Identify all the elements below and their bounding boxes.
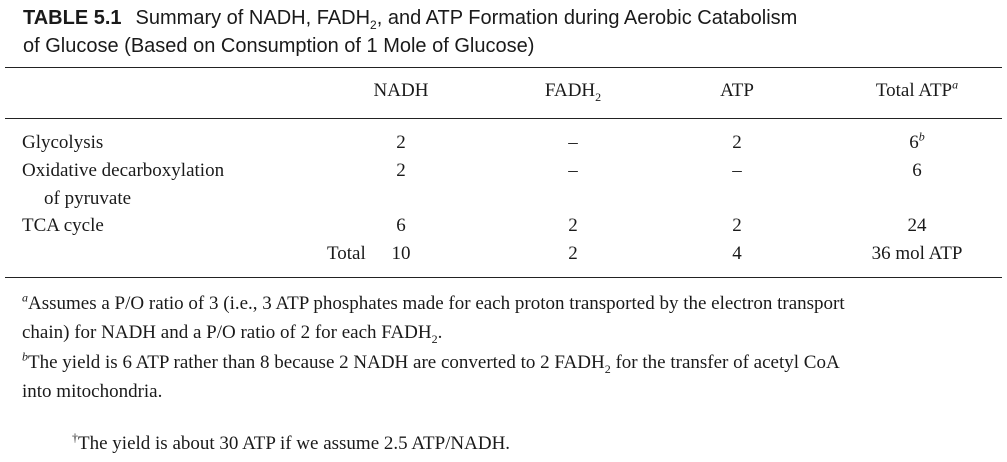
caption-line-1 (23, 4, 983, 32)
footnote-dagger-marker: † (72, 430, 78, 445)
row-label: Glycolysis (22, 132, 104, 153)
footnote-b-line1-pre: The yield is 6 ATP rather than 8 because 2 NADH are converted to 2 FADH (28, 352, 605, 373)
footnote-a-line2-pre: chain) for NADH and a P/O ratio of 2 for each FADH (22, 322, 432, 343)
cell-fadh: – (568, 160, 578, 181)
footnote-b-line1-post: for the transfer of acetyl CoA (610, 352, 840, 373)
footnote-a (22, 289, 997, 347)
total-nadh: 10 (391, 243, 411, 264)
total-atp: 4 (732, 243, 742, 264)
cell-total-value: 6 (909, 132, 919, 153)
footnote-a-line-1 (22, 289, 997, 318)
caption-title-pre: Summary of NADH, FADH (135, 7, 371, 29)
footnote-b-line-1 (22, 348, 997, 377)
footnote-a-marker: a (22, 290, 28, 305)
cell-total: 24 (907, 215, 927, 236)
cell-atp: 2 (732, 132, 742, 153)
cell-atp: 2 (732, 215, 742, 236)
total-label: Total (327, 243, 366, 264)
total-total-atp: 36 mol ATP (871, 243, 963, 264)
table-label: TABLE 5.1 (23, 7, 122, 29)
footnote-a-line2-sub: 2 (431, 331, 438, 346)
header-fadh-base: FADH (544, 80, 596, 101)
header-fadh-sub: 2 (595, 89, 602, 104)
header-nadh: NADH (373, 80, 429, 101)
header-total-atp-text: Total ATP (875, 80, 953, 101)
cell-nadh: 6 (396, 215, 406, 236)
bottom-rule (5, 277, 1002, 278)
cell-fadh: – (568, 132, 578, 153)
cell-total: 6 (912, 160, 922, 181)
cell-total (909, 129, 925, 154)
footnote-b (22, 348, 997, 406)
cell-nadh: 2 (396, 132, 406, 153)
caption-title-post: , and ATP Formation during Aerobic Catabolism (376, 7, 798, 29)
footnote-a-line-2 (22, 318, 997, 347)
footnote-b-line1-sub: 2 (604, 361, 611, 376)
footnote-a-line2-post: . (437, 322, 443, 343)
header-rule (5, 118, 1002, 119)
cell-total-sup: b (918, 129, 925, 144)
top-rule (5, 67, 1002, 68)
total-fadh: 2 (568, 243, 578, 264)
header-total-atp-sup: a (952, 77, 959, 92)
cell-nadh: 2 (396, 160, 406, 181)
cell-fadh: 2 (568, 215, 578, 236)
footnote-a-text: Assumes a P/O ratio of 3 (i.e., 3 ATP phosphates made for each proton transported by the electron transport (28, 293, 845, 314)
footnote-dagger-text: The yield is about 30 ATP if we assume 2.5 ATP/NADH. (78, 433, 511, 454)
table-caption (23, 4, 983, 60)
cell-atp: – (732, 160, 742, 181)
header-fadh (545, 80, 601, 102)
footnote-dagger (72, 429, 1007, 458)
row-label: TCA cycle (22, 215, 104, 236)
footnote-b-marker: b (22, 349, 28, 364)
footnote-b-line-2: into mitochondria. (22, 381, 163, 402)
row-label-continuation: of pyruvate (44, 188, 132, 209)
row-label: Oxidative decarboxylation (22, 160, 225, 181)
header-total-atp (875, 77, 959, 102)
caption-title-sub: 2 (370, 18, 377, 32)
header-atp: ATP (720, 80, 754, 101)
caption-line-2: of Glucose (Based on Consumption of 1 Mole of Glucose) (23, 35, 535, 57)
